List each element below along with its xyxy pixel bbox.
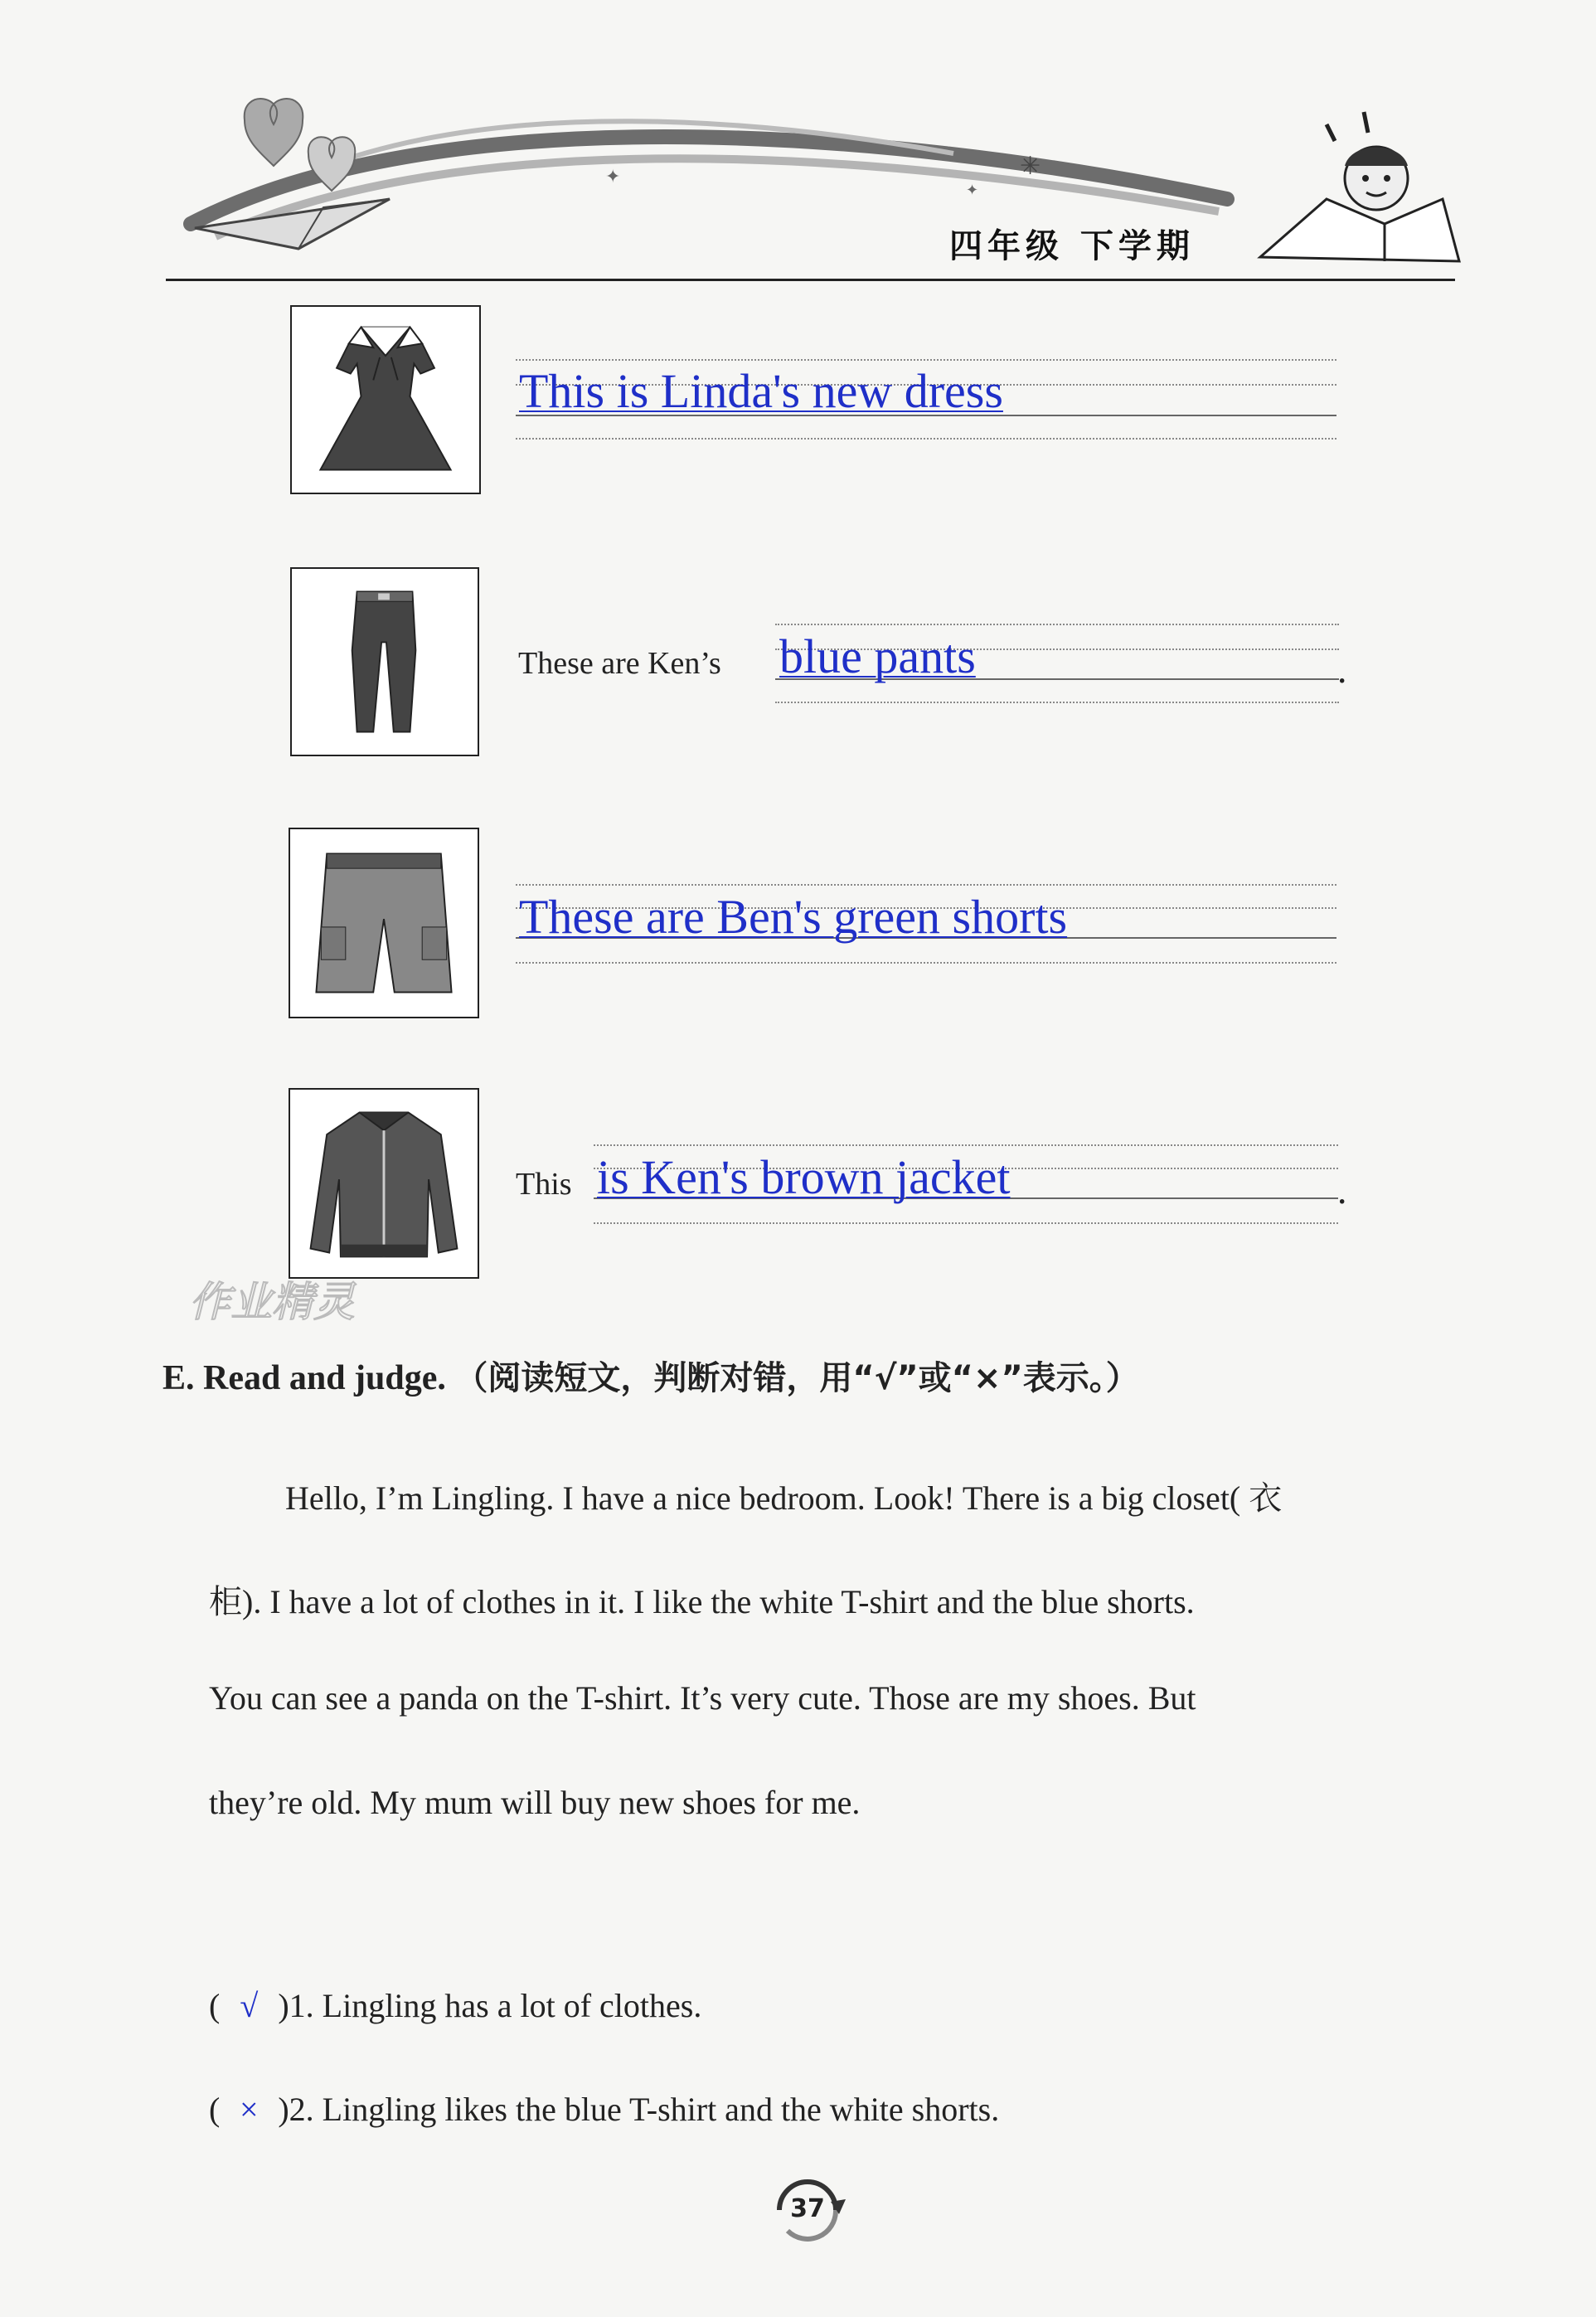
page-number-badge — [763, 2173, 854, 2247]
svg-text:✳: ✳ — [1020, 152, 1041, 181]
dress-picture — [290, 305, 481, 494]
page-number: 37 — [790, 2194, 825, 2223]
heart-icon — [245, 99, 303, 166]
watermark: 作业精灵 — [189, 1278, 355, 1326]
section-e-title-cn: （阅读短文，判断对错，用“√”或“×”表示。） — [454, 1359, 1139, 1397]
statement-text: 2. Lingling likes the blue T-shirt and the white shorts. — [289, 2091, 1000, 2128]
svg-text:✦: ✦ — [605, 167, 621, 187]
statement-text: 1. Lingling has a lot of clothes. — [289, 1987, 702, 2024]
prefix-4: This — [516, 1167, 572, 1202]
passage-line: 柜). I have a lot of clothes in it. I like the white T-shirt and the blue shorts. — [209, 1583, 1195, 1620]
statement-2: ( × )2. Lingling likes the blue T-shirt and the white shorts. — [209, 2091, 1000, 2128]
answer-3: These are Ben's green shorts — [519, 890, 1068, 944]
header-rule — [166, 279, 1455, 281]
reading-girl-icon — [1260, 112, 1459, 261]
shorts-icon — [290, 829, 478, 1017]
grade-label: 四年级 下学期 — [949, 227, 1195, 265]
passage-line: they’re old. My mum will buy new shoes for me. — [209, 1784, 861, 1821]
svg-text:✦: ✦ — [966, 182, 979, 199]
answer-mark-cross[interactable]: × — [240, 2091, 259, 2128]
answer-2: blue pants — [779, 629, 976, 683]
prefix-2: These are Ken’s — [518, 646, 721, 681]
passage-line: Hello, I’m Lingling. I have a nice bedroom. Look! There is a big closet( 衣 — [285, 1479, 1283, 1517]
period-4: . — [1336, 1171, 1348, 1212]
pants-icon — [292, 569, 478, 755]
period-2: . — [1336, 650, 1348, 691]
passage-line: You can see a panda on the T-shirt. It’s very cute. Those are my shoes. But — [209, 1679, 1196, 1717]
jacket-icon — [290, 1090, 478, 1277]
jacket-picture — [289, 1088, 479, 1279]
answer-mark-check[interactable]: √ — [240, 1987, 259, 2024]
pants-picture — [290, 567, 479, 756]
section-e-title-en: E. Read and judge. — [163, 1359, 446, 1397]
section-e-title — [163, 1352, 1139, 1399]
answer-4: is Ken's brown jacket — [597, 1150, 1011, 1204]
header-decoration — [0, 0, 1596, 286]
statement-1: ( √ )1. Lingling has a lot of clothes. — [209, 1987, 702, 2024]
shorts-picture — [289, 828, 479, 1018]
answer-1: This is Linda's new dress — [519, 364, 1003, 418]
page-header — [0, 0, 1596, 286]
dress-icon — [292, 307, 479, 493]
